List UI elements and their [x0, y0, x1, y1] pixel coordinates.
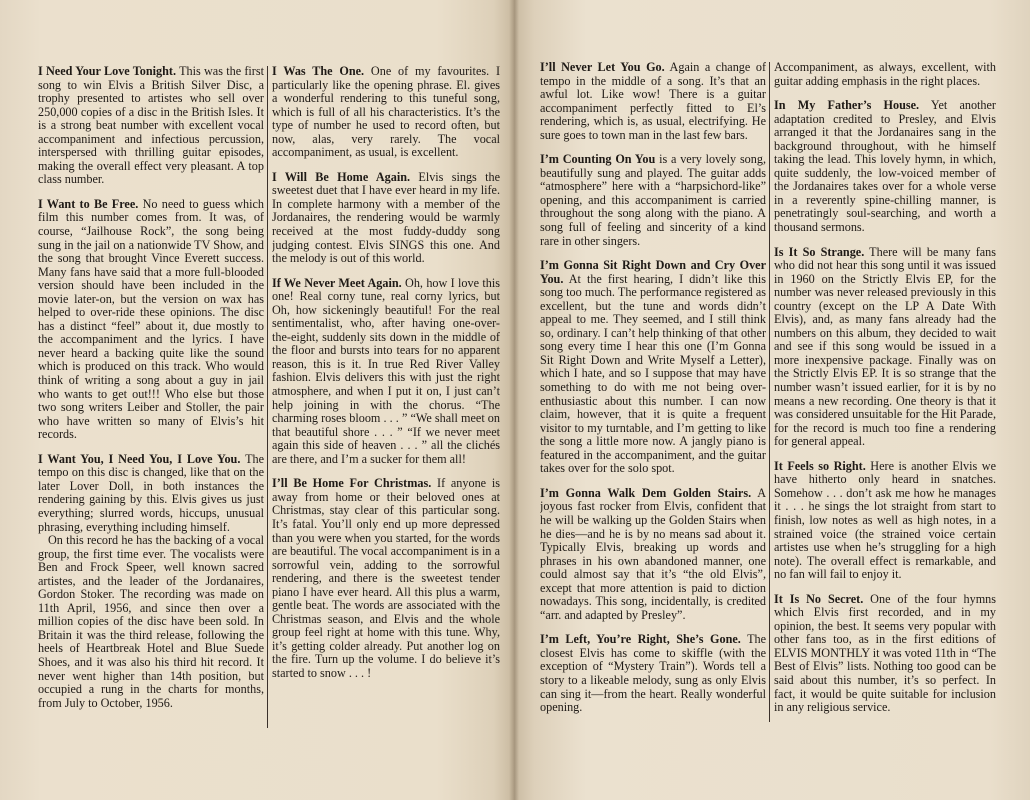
- entry-paragraph: [272, 477, 500, 680]
- entry-paragraph: [774, 246, 996, 449]
- entry-paragraph: [540, 61, 766, 142]
- entry-paragraph: [540, 153, 766, 248]
- song-title: I’m Left, You’re Right, She’s Gone.: [540, 632, 741, 647]
- song-title: I Was The One.: [272, 65, 365, 78]
- song-entry: [540, 487, 766, 622]
- song-title: If We Never Meet Again.: [272, 275, 402, 290]
- song-entry: [272, 477, 500, 680]
- paragraph-text: One of my favourites. I particularly like the opening phrase. El. gives a wonderful rendering to this tuneful song, which is full of all his characteristics. It’s the type of number he used to record often, but now, alas, very rarely. The vocal accompaniment, as usual, is excellent.: [272, 65, 500, 160]
- song-title: I Want You, I Need You, I Love You.: [38, 451, 241, 466]
- song-title: I Will Be Home Again.: [272, 169, 411, 184]
- song-title: I’m Gonna Walk Dem Golden Stairs.: [540, 485, 752, 500]
- entry-paragraph: [272, 65, 500, 160]
- paragraph-text: There will be many fans who did not hear this song until it was issued in 1960 on the Strictly Elvis EP, for the number was never released previously in this country (except on the LP A Date With Elvis), and, as many fans already had the numbers on this album, they decided to wait and see if this song would be issued in a more inexpensive package. Finally was on the Strictly Elvis EP. It is so strange that the number wasn’t issued earlier, for it is by no means a new recording. One theory is that it was considered unsuitable for the Hit Parade, for the record is much too fine a rendering for general appeal.: [774, 244, 996, 449]
- column-1: [38, 65, 264, 745]
- song-entry: [38, 453, 264, 710]
- entry-paragraph: [38, 534, 264, 710]
- song-entry: [272, 65, 500, 160]
- song-title: It Is No Secret.: [774, 591, 864, 606]
- column-2: [272, 65, 500, 745]
- paragraph-text: The tempo on this disc is changed, like that on the later Lover Doll, in both instances the rendering gaining by this. Elvis gives us just everything; slurred words, hiccups, unusual phrasing, everything including himself.: [38, 451, 264, 534]
- song-entry: [540, 633, 766, 714]
- entry-paragraph: [774, 99, 996, 234]
- paragraph-text: Yet another adaptation credited to Presley, and Elvis arranged it that the Jordanaires sang in the background throughout, with he himself taking the lead. This lovely hymn, in which, quite suddenly, the low-voiced member of the Jordanaires takes over for a whole verse in a reverently spine-chilling manner, is penetratingly soul-searching, and worth a thousand sermons.: [774, 98, 996, 235]
- song-entry: [272, 277, 500, 467]
- paragraph-text: On this record he has the backing of a vocal group, the first time ever. The vocalists were Ben and Frock Speer, well known sacred artistes, and the leader of the Jordanaires, Gordon Stoker. The recording was made on 11th April, 1956, and since then over a million copies of the disc have been sold. In Britain it was the third release, following the heels of Heartbreak Hotel and Blue Suede Shoes, and it was also his third hit record. It never went higher than 14th position, but occupied a rung in the charts for months, from July to October, 1956.: [38, 533, 264, 710]
- column-4: [774, 61, 996, 751]
- song-title: I’m Counting On You: [540, 152, 656, 167]
- paragraph-text: Oh, how I love this one! Real corny tune, real corny lyrics, but Oh, how sickeningly beautiful! For the real sentimentalist, who, after having one-over-the-eight, suddenly sits down in the middle of the floor and bursts into tears for no apparent reason, this is it. In true Red River Valley fashion. Elvis delivers this with just the right atmosphere, and when I put it on, I just can’t help joining in with the chorus. “The charming roses bloom . . . ” “We shall meet on that beautiful shore . . . ” “If we never meet again this side of heaven . . . ” all the clichés are there, and I’m a sucker for them all!: [272, 275, 500, 466]
- entry-paragraph: [540, 633, 766, 714]
- entry-paragraph: [540, 487, 766, 622]
- paragraph-text: No need to guess which film this number comes from. It was, of course, “Jailhouse Rock”, the song being sung in the jail on a nationwide TV Show, and the song that brought Vince Everett success. Many fans have said that a more full-blooded version should have been included in the movie later-on, but the version on wax has helped to over-ride these opinions. The disc has a distinct “feel” about it, due mostly to the accompaniment and the lyrics. I have never heard a backing quite like the sound which is produced on this track. Who would think of writing a song about a guy in jail who wants to get out!!! Who else but those two song writers Leiber and Stoller, the pair who have written so many of Elvis’s hit records.: [38, 196, 264, 442]
- song-entry: [774, 460, 996, 582]
- song-title: I Need Your Love Tonight.: [38, 65, 177, 78]
- song-title: I’ll Be Home For Christmas.: [272, 476, 432, 491]
- entry-paragraph: [272, 277, 500, 467]
- paragraph-text: Accompaniment, as always, excellent, with guitar adding emphasis in the right places.: [774, 61, 996, 88]
- entry-paragraph: [540, 259, 766, 476]
- paragraph-text: This was the first song to win Elvis a British Silver Disc, a trophy presented to artistes who sell over 250,000 copies of a disc in the British Isles. It is a strong beat number with excellent vocal accompaniment and infectious percussion, interspersed with thrilling guitar episodes, making the overall effect very pleasant. A top class number.: [38, 65, 264, 187]
- song-entry: [540, 153, 766, 248]
- paragraph-text: Again a change of tempo in the middle of a song. It’s that an awful lot. Like wow! There is a guitar accompaniment perfectly fitted to El’s rendering, which is, as usual, electrifying. He sure goes to town man in the last few bars.: [540, 61, 766, 142]
- column-rule-right: [769, 62, 770, 722]
- paragraph-text: Here is another Elvis we have hitherto only heard in snatches. Somehow . . . don’t ask me how he manages it . . . he sings the lot straight from start to finish, low notes as well as high notes, in a strained voice (the strained voice certain artistes use when he’s struggling for a high note). The overall effect is remarkable, and no fan will fail to enjoy it.: [774, 458, 996, 582]
- song-title: I’m Gonna Sit Right Down and Cry Over You.: [540, 258, 766, 286]
- entry-paragraph: [38, 453, 264, 534]
- left-page: [0, 0, 514, 800]
- entry-paragraph: [272, 171, 500, 266]
- song-entry: [774, 61, 996, 88]
- paragraph-text: One of the four hymns which Elvis first recorded, and in my opinion, the best. It seems very popular with other fans too, as in the first editions of ELVIS MONTHLY it was voted 11th in “The Best of Elvis” lists. Nothing too good can be said about this number, it’s so perfect. In fact, it would be quite suitable for inclusion in any religious service.: [774, 591, 996, 715]
- song-entry: [774, 246, 996, 449]
- song-title: In My Father’s House.: [774, 98, 920, 113]
- column-3: [540, 61, 766, 751]
- paragraph-text: is a very lovely song, beautifully sung and played. The guitar adds “atmosphere” here with a “harpsichord-like” opening, and this accompaniment is carried throughout the song along with the piano. A song full of feeling and sincerity of a kind rare in other singers.: [540, 152, 766, 248]
- entry-paragraph: [38, 198, 264, 442]
- song-entry: [540, 61, 766, 142]
- entry-paragraph: [774, 61, 996, 88]
- paragraph-text: At the first hearing, I didn’t like this song too much. The performance registered as excellent, but the tune and words didn’t appeal to me. They seemed, and I still think so, ordinary. I can’t help thinking of that other song every time I hear this one (I’m Gonna Sit Right Down and Write Myself a Letter), which I hate, and so I suppose that may have something to do with me not being over-enthusiastic about this number. I can now claim, however, that it is quite a frequent visitor to my turntable, and I’m getting to like the song a little more now. A jangly piano is featured in the accompaniment, and the guitar takes over for the solo spot.: [540, 271, 766, 476]
- song-title: I Want to Be Free.: [38, 196, 139, 211]
- paragraph-text: If anyone is away from home or their beloved ones at Christmas, stay clear of this particular song. It’s fatal. You’ll only end up more depressed than you were when you started, for the words are beautiful. The vocal accompaniment is in a sorrowful vein, adding to the sorrowful rendering, and there is the sweetest tender piano I have ever heard. All this plus a warm, gentle beat. The words are associated with the Christmas season, and Elvis and the whole group feel right at home with this tune. Why, it’s getting colder already. Put another log on the fire. Turn up the volume. I do believe it’s started to snow . . . !: [272, 476, 500, 680]
- song-entry: [774, 593, 996, 715]
- song-entry: [38, 65, 264, 187]
- song-entry: [272, 171, 500, 266]
- paragraph-text: Elvis sings the sweetest duet that I have ever heard in my life. In complete harmony with a member of the Jordanaires, the rendering would be warmly received at the most fuddy-duddy song judging contest. Elvis SINGS this one. And the melody is out of this world.: [272, 169, 500, 266]
- column-rule-left: [267, 66, 268, 728]
- song-entry: [38, 198, 264, 442]
- song-title: I’ll Never Let You Go.: [540, 61, 665, 74]
- entry-paragraph: [774, 593, 996, 715]
- paragraph-text: The closest Elvis has come to skiffle (with the exception of “Mystery Train”). Words tell a story to a likeable melody, sung as only Elvis can sing it—from the heart. Really wonderful opening.: [540, 632, 766, 715]
- entry-paragraph: [38, 65, 264, 187]
- page-gutter: [509, 0, 519, 800]
- song-entry: [774, 99, 996, 234]
- song-entry: [540, 259, 766, 476]
- song-title: It Feels so Right.: [774, 458, 866, 473]
- paragraph-text: A joyous fast rocker from Elvis, confident that he will be walking up the Golden Stairs when he dies—and he is by no means sad about it. Typically Elvis, breaking up words and phrases in his own abandoned manner, one could almost say that it’s “the old Elvis”, except that more attention is paid to diction nowadays. This song, incidentally, is credited “arr. and adapted by Presley”.: [540, 485, 766, 622]
- entry-paragraph: [774, 460, 996, 582]
- song-title: Is It So Strange.: [774, 244, 865, 259]
